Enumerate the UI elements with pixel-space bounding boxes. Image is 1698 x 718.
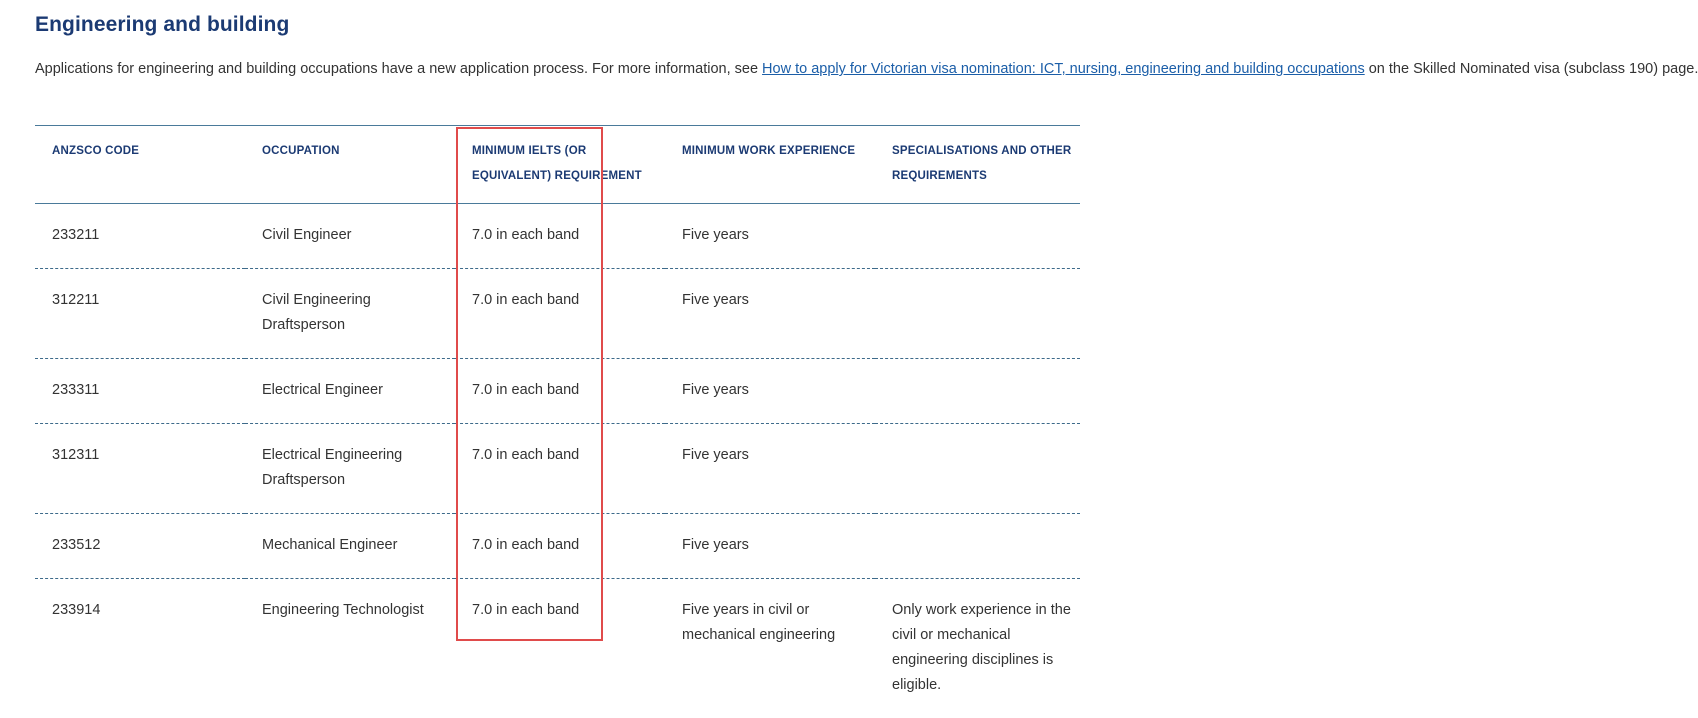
table-header bbox=[35, 126, 1080, 204]
occupations-table-wrapper bbox=[35, 125, 1080, 714]
experience-cell: Five years bbox=[665, 269, 875, 359]
anzsco-code-cell: 312311 bbox=[35, 424, 245, 514]
table-row bbox=[35, 269, 1080, 359]
experience-cell: Five years bbox=[665, 424, 875, 514]
experience-cell: Five years bbox=[665, 514, 875, 579]
header-row bbox=[35, 126, 1080, 204]
requirements-cell bbox=[875, 359, 1080, 424]
header-specialisations: SPECIALISATIONS AND OTHER REQUIREMENTS bbox=[875, 126, 1080, 204]
table-row bbox=[35, 359, 1080, 424]
requirements-cell bbox=[875, 269, 1080, 359]
experience-cell: Five years bbox=[665, 359, 875, 424]
header-anzsco-code: ANZSCO CODE bbox=[35, 126, 245, 204]
experience-cell: Five years in civil or mechanical engineering bbox=[665, 579, 875, 718]
experience-cell: Five years bbox=[665, 204, 875, 269]
requirements-cell bbox=[875, 424, 1080, 514]
occupation-cell: Electrical Engineering Draftsperson bbox=[245, 424, 455, 514]
requirements-cell bbox=[875, 204, 1080, 269]
table-row bbox=[35, 579, 1080, 718]
occupations-table bbox=[35, 125, 1080, 718]
anzsco-code-cell: 233311 bbox=[35, 359, 245, 424]
header-occupation: OCCUPATION bbox=[245, 126, 455, 204]
table-body bbox=[35, 204, 1080, 718]
occupation-cell: Civil Engineer bbox=[245, 204, 455, 269]
visa-nomination-link[interactable]: How to apply for Victorian visa nomination: ICT, nursing, engineering and building occupations bbox=[762, 61, 1365, 77]
ielts-cell: 7.0 in each band bbox=[455, 204, 665, 269]
table-row bbox=[35, 514, 1080, 579]
intro-text-after: on the Skilled Nominated visa (subclass 190) page. bbox=[1365, 61, 1698, 77]
occupation-cell: Mechanical Engineer bbox=[245, 514, 455, 579]
anzsco-code-cell: 233914 bbox=[35, 579, 245, 718]
occupation-cell: Electrical Engineer bbox=[245, 359, 455, 424]
table-row bbox=[35, 424, 1080, 514]
anzsco-code-cell: 312211 bbox=[35, 269, 245, 359]
occupation-cell: Civil Engineering Draftsperson bbox=[245, 269, 455, 359]
intro-paragraph bbox=[35, 58, 1080, 81]
ielts-cell: 7.0 in each band bbox=[455, 514, 665, 579]
ielts-cell: 7.0 in each band bbox=[455, 359, 665, 424]
requirements-cell: Only work experience in the civil or mechanical engineering disciplines is eligible. bbox=[875, 579, 1080, 718]
header-minimum-work-experience: MINIMUM WORK EXPERIENCE bbox=[665, 126, 875, 204]
header-minimum-ielts: MINIMUM IELTS (OR EQUIVALENT) REQUIREMENT bbox=[455, 126, 665, 204]
requirements-cell bbox=[875, 514, 1080, 579]
ielts-cell: 7.0 in each band bbox=[455, 269, 665, 359]
anzsco-code-cell: 233211 bbox=[35, 204, 245, 269]
ielts-cell: 7.0 in each band bbox=[455, 424, 665, 514]
table-row bbox=[35, 204, 1080, 269]
intro-text-before: Applications for engineering and building occupations have a new application process. For more information, see bbox=[35, 61, 762, 77]
occupation-cell: Engineering Technologist bbox=[245, 579, 455, 718]
anzsco-code-cell: 233512 bbox=[35, 514, 245, 579]
ielts-cell: 7.0 in each band bbox=[455, 579, 665, 718]
section-title: Engineering and building bbox=[35, 13, 289, 37]
